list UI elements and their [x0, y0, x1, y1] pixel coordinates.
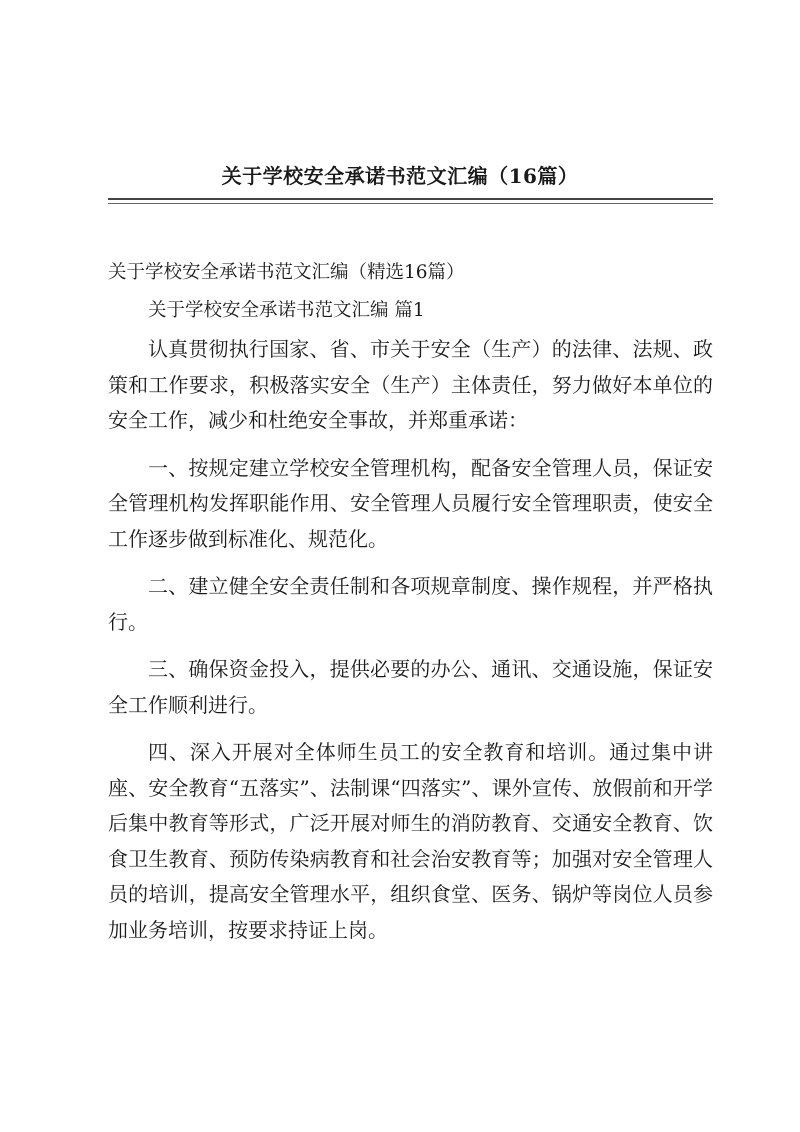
paragraph-intro: 认真贯彻执行国家、省、市关于安全（生产）的法律、法规、政策和工作要求，积极落实安全（生产）主体责任，努力做好本单位的安全工作，减少和杜绝安全事故，并郑重承诺： — [108, 337, 713, 432]
paragraph-item-3: 三、确保资金投入，提供必要的办公、通讯、交通设施，保证安全工作顺利进行。 — [108, 657, 713, 717]
title-divider-thin — [108, 203, 713, 204]
page-title: 关于学校安全承诺书范文汇编（16篇） — [221, 164, 579, 188]
document-subtitle: 关于学校安全承诺书范文汇编（精选16篇） — [108, 262, 465, 283]
paragraph-item-2: 二、建立健全安全责任制和各项规章制度、操作规程，并严格执行。 — [108, 574, 713, 634]
document-body — [108, 255, 713, 948]
title-divider-thick — [108, 198, 713, 200]
paragraph-item-1: 一、按规定建立学校安全管理机构，配备安全管理人员，保证安全管理机构发挥职能作用、安全管理人员履行安全管理职责，使安全工作逐步做到标准化、规范化。 — [108, 455, 713, 551]
section-heading: 关于学校安全承诺书范文汇编 篇1 — [148, 299, 425, 321]
paragraph-item-4: 四、深入开展对全体师生员工的安全教育和培训。通过集中讲座、安全教育“五落实”、法制课“四落实”、课外宣传、放假前和开学后集中教育等形式，广泛开展对师生的消防教育、交通安全教育、饮食卫生教育、预防传染病教育和社会治安教育等；加强对安全管理人员的培训，提高安全管理水平，组织食堂、医务、锅炉等岗位人员参加业务培训，按要求持证上岗。 — [108, 740, 713, 942]
